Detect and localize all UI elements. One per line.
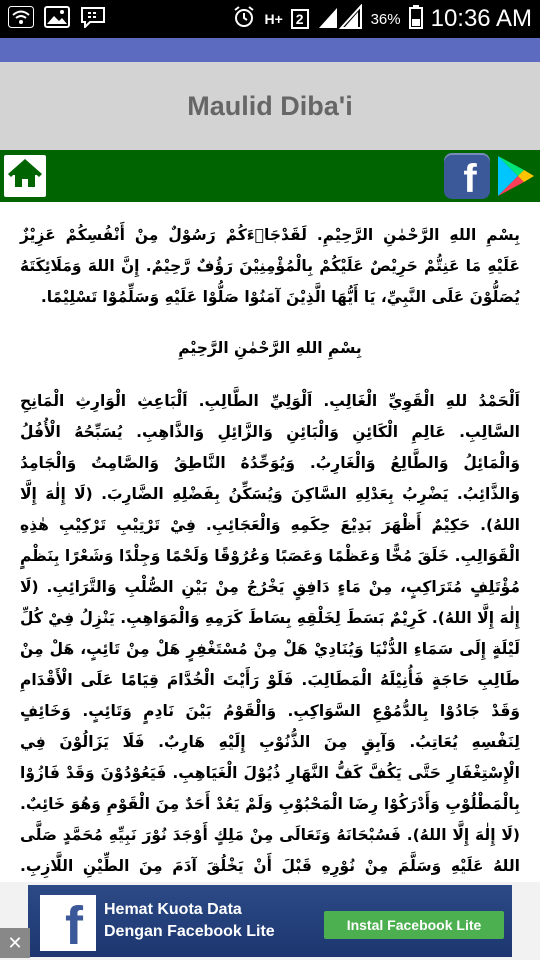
status-bar (0, 0, 540, 38)
ad-headline (104, 899, 275, 943)
ad-banner-content[interactable] (28, 885, 512, 957)
basmalah-heading: بِسْمِ اللهِ الرَّحْمٰنِ الرَّحِيْمِ (178, 339, 362, 357)
ad-banner[interactable] (0, 882, 540, 960)
play-store-icon (494, 183, 536, 202)
sim-slot-badge: 2 (291, 9, 309, 29)
battery-icon (409, 5, 423, 34)
wifi-icon (8, 6, 34, 32)
ad-close-icon[interactable]: ✕ (0, 928, 30, 958)
play-store-button[interactable] (494, 154, 536, 198)
network-type-indicator: H+ (264, 11, 283, 27)
signal-icon (317, 4, 363, 35)
ad-logo-letter: f (65, 896, 83, 956)
facebook-lite-logo-icon (40, 895, 96, 956)
install-facebook-lite-button[interactable]: Instal Facebook Lite (324, 911, 504, 939)
facebook-share-button[interactable] (444, 153, 490, 199)
main-text-paragraph: اَلْحَمْدُ للهِ الْقَوِيِّ الْغَالِبِ. اَلْوَلِيِّ الطَّالِبِ. اَلْبَاعِثِ الْوَارِثِ الْمَانِحِ السَّالِبِ. عَالِمِ الْكَائِنِ وَالْبَائِنِ وَالزَّائِلِ وَالذَّاهِبِ. يُسَبِّحُهُ الْأُفُلُ وَالْمَائِلُ وَالطَّالِعُ وَالْغَارِبُ. وَيُوَحِّدُهُ النَّاطِقُ وَالصَّامِتُ وَالْجَامِدُ وَالذَّائِبُ. يَضْرِبُ بِعَدْلِهِ السَّاكِنَ وَيُسَكِّنُ بِفَضْلِهِ الضَّارِبَ. (لَا إِلٰهَ إِلَّا اللهُ). حَكِيْمٌ أَظْهَرَ بَدِيْعَ حِكَمِهِ وَالْعَجَائِبِ. فِيْ تَرْتِيْبِ تَرْكِيْبِ هٰذِهِ الْقَوَالِبِ. خَلَقَ مُخًّا وَعَظْمًا وَعَصَبًا وَعُرُوْقًا وَلَحْمًا وَجِلْدًا وَشَعْرًا بِنَظْمٍ مُؤْتَلِفٍ مُتَرَاكِبٍ، مِنْ مَاءٍ دَافِقٍ يَخْرُجُ مِنْ بَيْنِ الصُّلْبِ وَالتَّرَائِبِ. (لَا إِلٰهَ إِلَّا اللهُ). كَرِيْمٌ بَسَطَ لِخَلْقِهِ بِسَاطَ كَرَمِهِ وَالْمَوَاهِبِ. يَنْزِلُ فِيْ كُلِّ لَيْلَةٍ إِلَى سَمَاءِ الدُّنْيَا وَيُنَادِيْ هَلْ مِنْ مُسْتَغْفِرٍ هَلْ مِنْ تَائِبٍ، هَلْ مِنْ طَالِبِ حَاجَةٍ فَأُنِيْلَهُ الْمَطَالِبَ. فَلَوْ رَأَيْتَ الْخُدَّامَ قِيَامًا عَلَى الْأَقْدَامِ وَقَدْ جَادُوْا بِالدُّمُوْعِ السَّوَاكِبِ. وَالْقَوْمُ بَيْنَ نَادِمٍ وَتَائِبٍ. وَخَائِفٍ لِنَفْسِهِ يُعَاتِبُ. وَآبِقٍ مِنَ الذُّنُوْبِ إِلَيْهِ هَارِبٌ. فَلَا يَزَالُوْنَ فِي الْإِسْتِغْفَارِ حَتَّى يَكُفَّ كَفُّ النَّهَارِ ذُيُوْلَ الْغَيَاهِبِ. فَيَعُوْدُوْنَ وَقَدْ فَازُوْا بِالْمَطْلُوْبِ وَأَدْرَكُوْا رِضَا الْمَحْبُوْبِ وَلَمْ يَعُدْ أَحَدٌ مِنَ الْقَوْمِ وَهُوَ خَائِبٌ. (لَا إِلٰهَ إِلَّا اللهُ). فَسُبْحَانَهُ وَتَعَالَى مِنْ مَلِكٍ أَوْجَدَ نُوْرَ نَبِيِّهِ مُحَمَّدٍ صَلَّى اللهُ عَلَيْهِ وَسَلَّمَ مِنْ نُوْرِهِ قَبْلَ أَنْ يَخْلُقَ آدَمَ مِنَ الطِّيْنِ اللَّازِبِ. (20, 392, 520, 875)
gallery-icon (44, 6, 70, 32)
facebook-icon: f (463, 157, 477, 201)
accent-bar (0, 38, 540, 62)
alarm-icon (232, 5, 256, 34)
ad-line-1: Hemat Kuota Data (104, 901, 242, 918)
home-button[interactable] (4, 155, 46, 197)
maulid-text-content[interactable] (0, 202, 540, 882)
status-bar-system (232, 4, 532, 35)
app-title-bar (0, 62, 540, 150)
bbm-icon (80, 6, 106, 32)
toolbar (0, 150, 540, 202)
home-icon (8, 159, 42, 193)
battery-percent: 36% (370, 10, 401, 28)
status-bar-notifications (8, 6, 106, 32)
clock: 10:36 AM (430, 5, 532, 32)
ad-line-2: Dengan Facebook Lite (104, 923, 275, 940)
app-title: Maulid Diba'i (187, 90, 353, 121)
opening-verse-paragraph: بِسْمِ اللهِ الرَّحْمٰنِ الرَّحِيْمِ. لَقَدْجَاۤءَكُمْ رَسُوْلٌ مِنْ أَنْفُسِكُمْ عَزِيْزٌ عَلَيْهِ مَا عَنِتُّمْ حَرِيْصٌ عَلَيْكُمْ بِالْمُؤْمِنِيْنَ رَؤُفٌ رَّحِيْمٌ. إِنَّ اللهَ وَمَلَائِكَتَهُ يُصَلُّوْنَ عَلَى النَّبِيِّ، يَا أَيُّهَا الَّذِيْنَ آمَنُوْا صَلُّوْا عَلَيْهِ وَسَلِّمُوْا تَسْلِيْمًا. (20, 226, 520, 306)
